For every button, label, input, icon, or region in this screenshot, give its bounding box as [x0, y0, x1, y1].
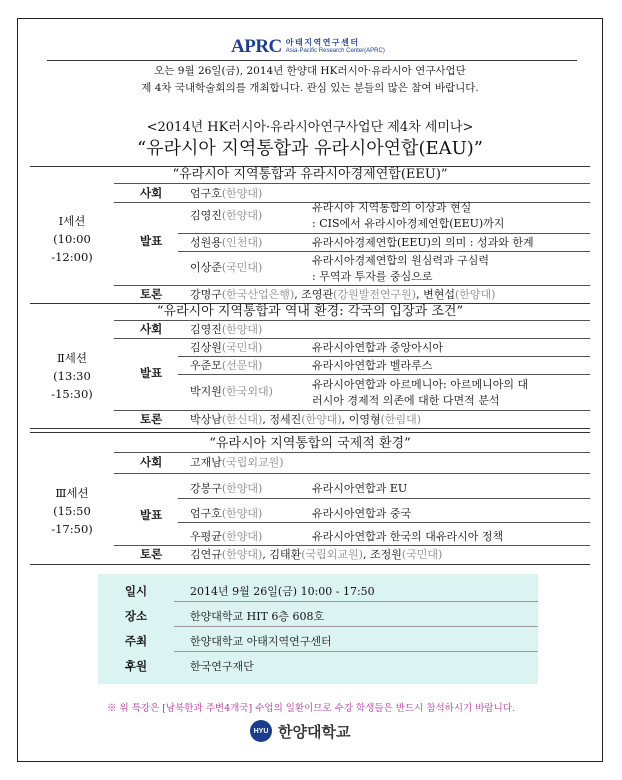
attendance-notice: ※ 위 특강은 [남북한과 주변4개국] 수업의 일환이므로 수강 학생들은 반드시 참석하시기 바랍니다. — [107, 703, 515, 714]
header-rule — [47, 60, 577, 61]
aprc-logo — [231, 38, 385, 56]
disc-role: 토론 — [140, 547, 163, 561]
info-value-host: 한양대학교 아태지역연구센터 — [190, 635, 332, 648]
divider — [30, 432, 590, 433]
session-1-title: “유라시아 지역통합과 유라시아경제연합(EEU)” — [172, 167, 448, 182]
chair-role: 사회 — [140, 186, 163, 200]
info-key-host: 주최 — [124, 634, 148, 648]
topic: 유라시아 지역통합의 이상과 현실 — [312, 201, 472, 214]
intro-line-1: 오는 9월 26일(금), 2014년 한양대 HK러시아·유라시아 연구사업단 — [154, 65, 466, 77]
present-role: 발표 — [140, 508, 163, 522]
session-2-label-block — [32, 349, 112, 403]
university-emblem-icon: HYU — [250, 720, 272, 742]
topic-continued: 러시아 경제적 의존에 대한 다면적 분석 — [312, 394, 500, 407]
presenter: 성원용(인천대) — [190, 236, 263, 249]
session-2-title: “유라시아 지역통합과 역내 환경: 각국의 입장과 조건” — [156, 304, 464, 319]
divider — [114, 320, 590, 321]
divider — [114, 183, 590, 184]
session-3-label-block — [32, 484, 112, 538]
divider — [114, 473, 590, 474]
chair-role: 사회 — [140, 455, 163, 469]
session-1-time-end: -12:00) — [51, 250, 93, 264]
session-3-label: Ⅲ세션 — [55, 486, 89, 500]
info-key-sponsor: 후원 — [124, 659, 148, 673]
disc-role: 토론 — [140, 412, 163, 426]
info-value-venue: 한양대학교 HIT 6층 608호 — [190, 610, 325, 623]
presenter: 박지원(한국외대) — [190, 385, 273, 398]
divider — [174, 626, 538, 627]
session-2-time-end: -15:30) — [51, 387, 93, 401]
present-role: 발표 — [140, 234, 163, 248]
divider — [114, 545, 590, 546]
chair: 엄구호(한양대) — [190, 187, 263, 200]
presenter: 강봉구(한양대) — [190, 482, 263, 495]
divider — [30, 428, 590, 429]
topic: 유라시아연합과 아르메니아: 아르메니아의 대 — [312, 378, 529, 391]
topic: 유라시아경제연합(EEU)의 의미 : 성과와 한계 — [312, 236, 534, 249]
discussants: 김연규(한양대), 김태환(국립외교원), 조정원(국민대) — [190, 548, 443, 561]
presenter: 이상준(국민대) — [190, 261, 263, 274]
topic: 유라시아연합과 중국 — [312, 507, 412, 520]
divider — [178, 251, 590, 252]
info-key-date: 일시 — [124, 584, 148, 598]
university-logo — [250, 720, 350, 742]
topic: 유라시아연합과 EU — [312, 482, 408, 495]
session-3-title: “유라시아 지역통합의 국제적 환경” — [209, 436, 411, 451]
logo-korean-name: 아태지역연구센터 — [285, 38, 360, 47]
logo-english-name: Asia-Pacific Research Center(APRC) — [285, 48, 385, 54]
disc-role: 토론 — [140, 287, 163, 301]
discussants: 박상남(한신대), 정세진(한양대), 이영형(한림대) — [190, 413, 422, 426]
divider — [114, 410, 590, 411]
session-2-time-start: (13:30 — [53, 369, 91, 383]
presenter: 엄구호(한양대) — [190, 507, 263, 520]
divider — [114, 338, 590, 339]
presenter: 김상원(국민대) — [190, 341, 263, 354]
chair-role: 사회 — [140, 322, 163, 336]
divider — [178, 522, 590, 523]
logo-mark: APRC — [231, 36, 282, 57]
session-3-time-start: (15:50 — [53, 504, 91, 518]
session-1-label: Ⅰ세션 — [58, 214, 86, 228]
session-1-label-block — [32, 212, 112, 266]
session-2-label: Ⅱ세션 — [56, 351, 88, 365]
session-1-time-start: (10:00 — [53, 232, 91, 246]
discussants: 강명구(한국산업은행), 조영관(강원발전연구원), 변현섭(한양대) — [190, 288, 496, 301]
divider — [30, 564, 590, 565]
topic-continued: : 무역과 투자를 중심으로 — [312, 270, 433, 283]
chair: 김영진(한양대) — [190, 323, 263, 336]
intro-line-2: 제 4차 국내학술회의를 개최합니다. 관심 있는 분들의 많은 참여 바랍니다. — [141, 82, 479, 94]
info-key-venue: 장소 — [124, 609, 148, 623]
divider — [178, 356, 590, 357]
divider — [178, 233, 590, 234]
divider — [174, 651, 538, 652]
topic: 유라시아연합과 벨라루스 — [312, 359, 433, 372]
chair: 고재남(국립외교원) — [190, 456, 284, 469]
info-value-sponsor: 한국연구재단 — [190, 660, 254, 673]
session-3-time-end: -17:50) — [51, 522, 93, 536]
divider — [174, 601, 538, 602]
divider — [114, 285, 590, 286]
divider — [178, 498, 590, 499]
presenter: 우준모(선문대) — [190, 359, 263, 372]
presenter: 우평균(한양대) — [190, 530, 263, 543]
presenter: 김영진(한양대) — [190, 209, 263, 222]
topic: 유라시아경제연합의 원심력과 구심력 — [312, 254, 490, 267]
info-value-date: 2014년 9월 26일(금) 10:00 - 17:50 — [190, 585, 375, 598]
divider — [114, 452, 590, 453]
topic: 유라시아연합과 중앙아시아 — [312, 341, 444, 354]
present-role: 발표 — [140, 366, 163, 380]
seminar-subtitle: <2014년 HK러시아·유라시아연구사업단 제4차 세미나> — [146, 120, 474, 135]
topic: 유라시아연합과 한국의 대유라시아 정책 — [312, 530, 504, 543]
university-name: 한양대학교 — [278, 722, 351, 741]
divider — [178, 374, 590, 375]
topic-continued: : CIS에서 유라시아경제연합(EEU)까지 — [312, 217, 505, 230]
seminar-title: “유라시아 지역통합과 유라시아연합(EAU)” — [136, 138, 484, 159]
